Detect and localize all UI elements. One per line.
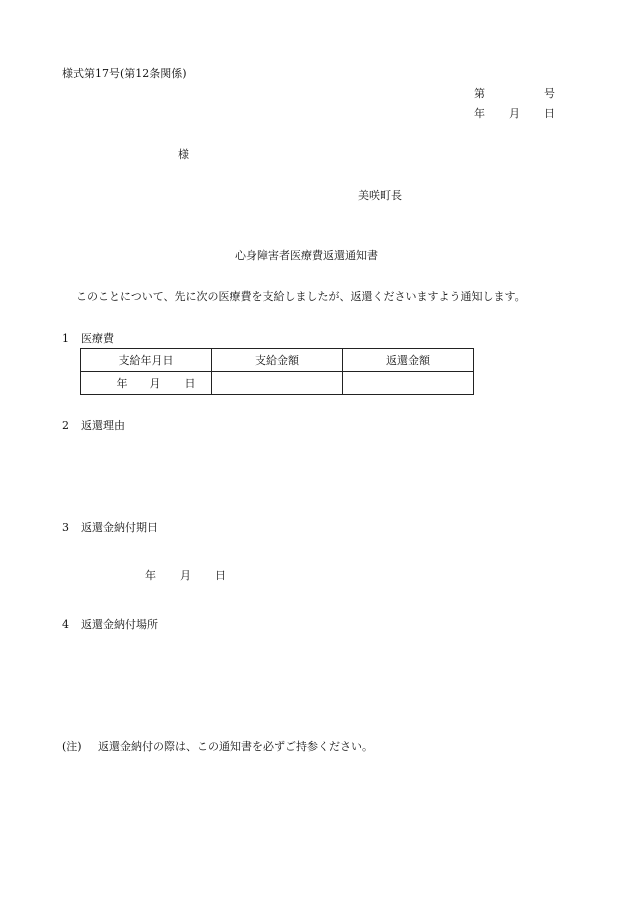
cell-payment-date xyxy=(81,372,212,395)
doc-number-dai: 第 xyxy=(474,87,485,100)
medical-expense-table xyxy=(80,348,474,395)
section1-heading: 医療費 xyxy=(81,332,114,345)
issuer: 美咲町長 xyxy=(358,189,402,202)
header-refund-amount: 返還金額 xyxy=(343,349,474,372)
section2-number: 2 xyxy=(62,419,69,432)
cell-refund-amount xyxy=(343,372,474,395)
addressee-suffix: 様 xyxy=(178,148,189,161)
document-title: 心身障害者医療費返還通知書 xyxy=(235,249,378,262)
form-label: 様式第17号(第12条関係) xyxy=(62,67,187,80)
section4-number: 4 xyxy=(62,618,69,631)
header-payment-amount: 支給金額 xyxy=(212,349,343,372)
cell-date-month: 月 xyxy=(149,377,161,390)
header-payment-date: 支給年月日 xyxy=(81,349,212,372)
section3-heading: 返還金納付期日 xyxy=(81,521,158,534)
table-row xyxy=(81,372,474,395)
note-label: (注) xyxy=(62,740,82,753)
note-text: 返還金納付の際は、この通知書を必ずご持参ください。 xyxy=(98,740,373,753)
section1-number: 1 xyxy=(62,332,69,345)
issue-date-month: 月 xyxy=(509,107,520,120)
due-date-month: 月 xyxy=(180,569,191,582)
section2-heading: 返還理由 xyxy=(81,419,125,432)
issue-date-year: 年 xyxy=(474,107,485,120)
intro-text: このことについて、先に次の医療費を支給しましたが、返還くださいますよう通知します。 xyxy=(76,290,526,303)
doc-number-go: 号 xyxy=(544,87,555,100)
due-date-year: 年 xyxy=(145,569,156,582)
due-date-day: 日 xyxy=(215,569,226,582)
table-header-row xyxy=(81,349,474,372)
section3-number: 3 xyxy=(62,521,69,534)
cell-date-year: 年 xyxy=(116,377,128,390)
cell-date-day: 日 xyxy=(184,377,196,390)
issue-date-day: 日 xyxy=(544,107,555,120)
cell-payment-amount xyxy=(212,372,343,395)
section4-heading: 返還金納付場所 xyxy=(81,618,158,631)
